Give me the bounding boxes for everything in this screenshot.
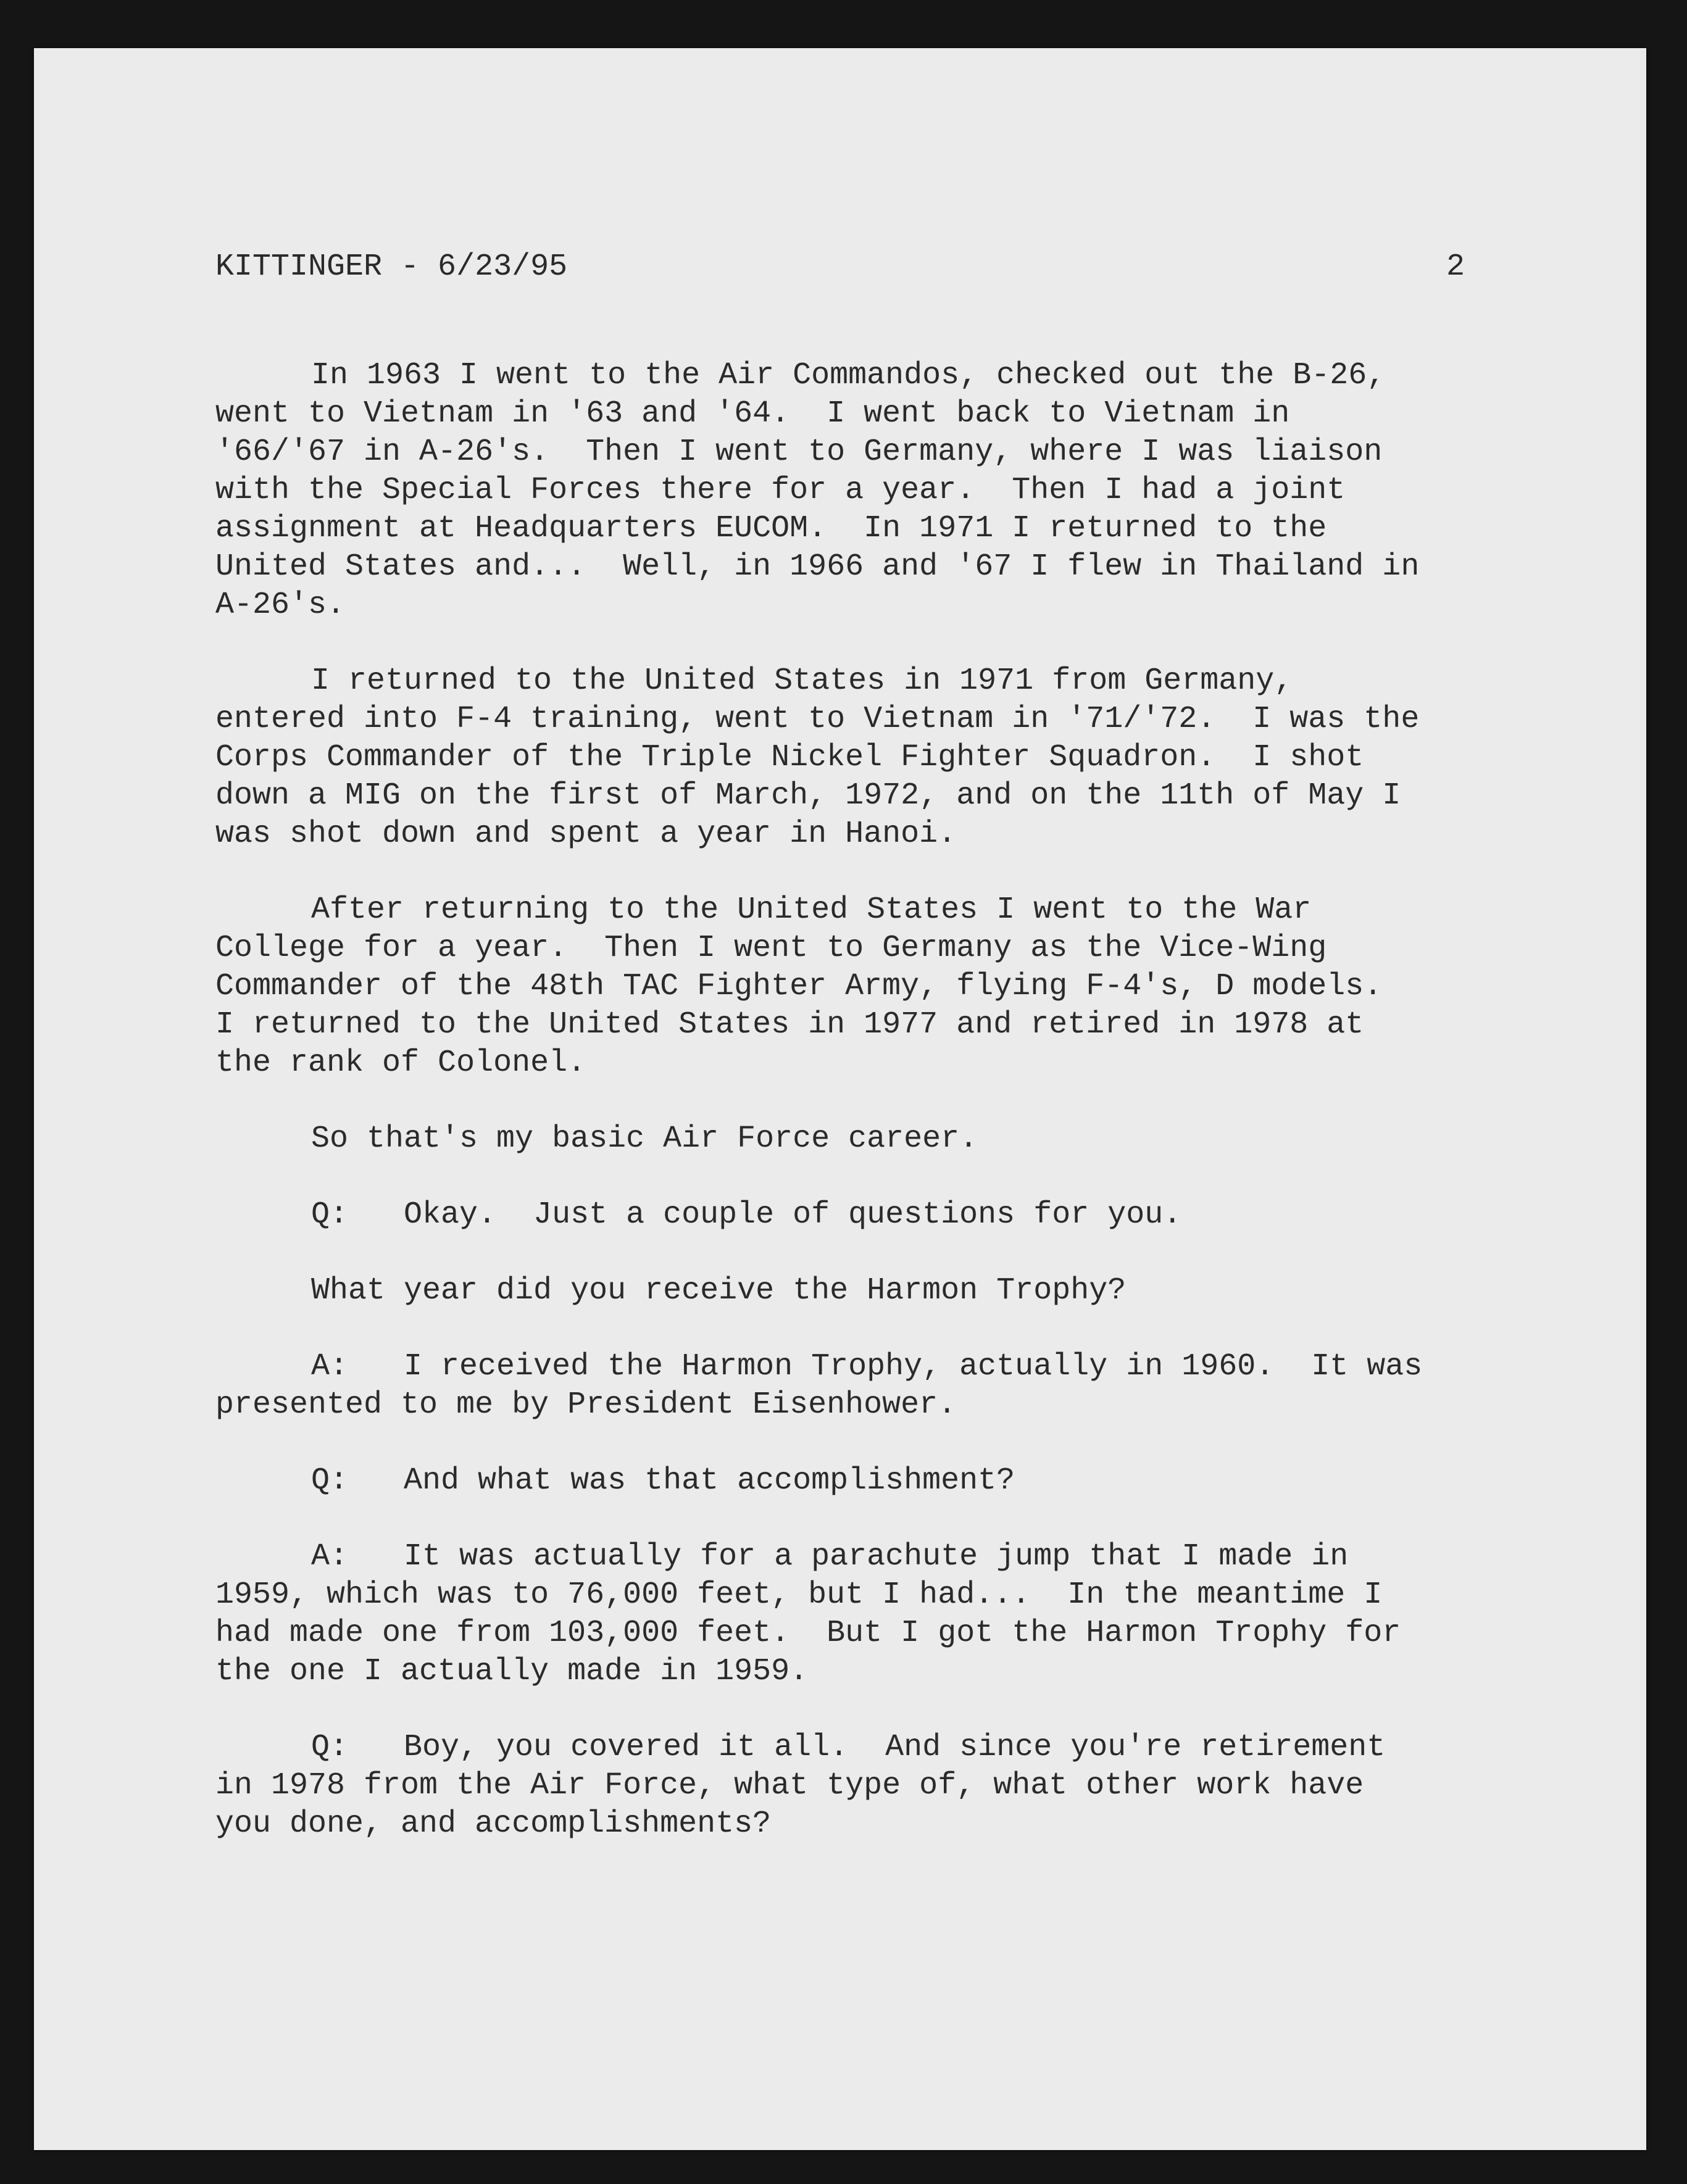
paragraph — [215, 1120, 1487, 1158]
paragraph — [215, 1729, 1487, 1843]
paragraph-line: After returning to the United States I went to the War — [311, 892, 1312, 928]
paragraph-line: in 1978 from the Air Force, what type of, what other work have — [215, 1768, 1364, 1803]
paragraph-line: A: It was actually for a parachute jump that I made in — [311, 1539, 1349, 1574]
paragraph — [215, 662, 1487, 853]
paragraph — [215, 1348, 1487, 1424]
document-page — [34, 48, 1646, 2150]
paragraph-line: presented to me by President Eisenhower. — [215, 1387, 957, 1422]
paragraph-line: In 1963 I went to the Air Commandos, checked out the B-26, — [311, 358, 1386, 393]
header-title: KITTINGER - 6/23/95 — [215, 249, 568, 284]
paragraph-line: Commander of the 48th TAC Fighter Army, flying F-4's, D models. — [215, 969, 1383, 1004]
paragraph-line: Q: Boy, you covered it all. And since you're retirement — [311, 1730, 1386, 1765]
paragraph — [215, 1538, 1487, 1691]
paragraph — [215, 1272, 1487, 1310]
paragraph-line: What year did you receive the Harmon Trophy? — [311, 1273, 1127, 1308]
paragraph-line: was shot down and spent a year in Hanoi. — [215, 816, 957, 852]
paragraph — [215, 891, 1487, 1082]
paragraph-line: you done, and accomplishments? — [215, 1806, 772, 1841]
paragraph-line: the rank of Colonel. — [215, 1045, 586, 1081]
paragraph — [215, 1196, 1487, 1234]
paragraph-line: assignment at Headquarters EUCOM. In 1971 I returned to the — [215, 511, 1327, 546]
paragraph-line: entered into F-4 training, went to Vietnam in '71/'72. I was the — [215, 702, 1420, 737]
paragraph — [215, 357, 1487, 625]
paragraph-line: A: I received the Harmon Trophy, actually in 1960. It was — [311, 1349, 1423, 1384]
page-number: 2 — [1446, 249, 1465, 284]
paragraph-line: the one I actually made in 1959. — [215, 1654, 809, 1689]
paragraph-line: Q: And what was that accomplishment? — [311, 1463, 1015, 1498]
paragraph-line: '66/'67 in A-26's. Then I went to Germany, where I was liaison — [215, 434, 1383, 470]
paragraph-line: So that's my basic Air Force career. — [311, 1121, 978, 1156]
paragraph-line: Corps Commander of the Triple Nickel Fighter Squadron. I shot — [215, 740, 1364, 775]
paragraph-line: A-26's. — [215, 588, 346, 623]
paragraph-line: had made one from 103,000 feet. But I got the Harmon Trophy for — [215, 1616, 1401, 1651]
paragraph-line: Q: Okay. Just a couple of questions for you. — [311, 1197, 1182, 1232]
paragraph-line: I returned to the United States in 1971 from Germany, — [311, 663, 1293, 699]
paragraph-line: United States and... Well, in 1966 and '67 I flew in Thailand in — [215, 549, 1420, 584]
paragraph-line: College for a year. Then I went to Germany as the Vice-Wing — [215, 931, 1327, 966]
paragraph-line: went to Vietnam in '63 and '64. I went back to Vietnam in — [215, 396, 1290, 431]
paragraph — [215, 1462, 1487, 1500]
document-body — [215, 357, 1487, 1881]
paragraph-line: with the Special Forces there for a year. Then I had a joint — [215, 473, 1346, 508]
paragraph-line: down a MIG on the first of March, 1972, and on the 11th of May I — [215, 778, 1401, 813]
paragraph-line: 1959, which was to 76,000 feet, but I had... In the meantime I — [215, 1577, 1383, 1613]
paragraph-line: I returned to the United States in 1977 and retired in 1978 at — [215, 1007, 1364, 1042]
